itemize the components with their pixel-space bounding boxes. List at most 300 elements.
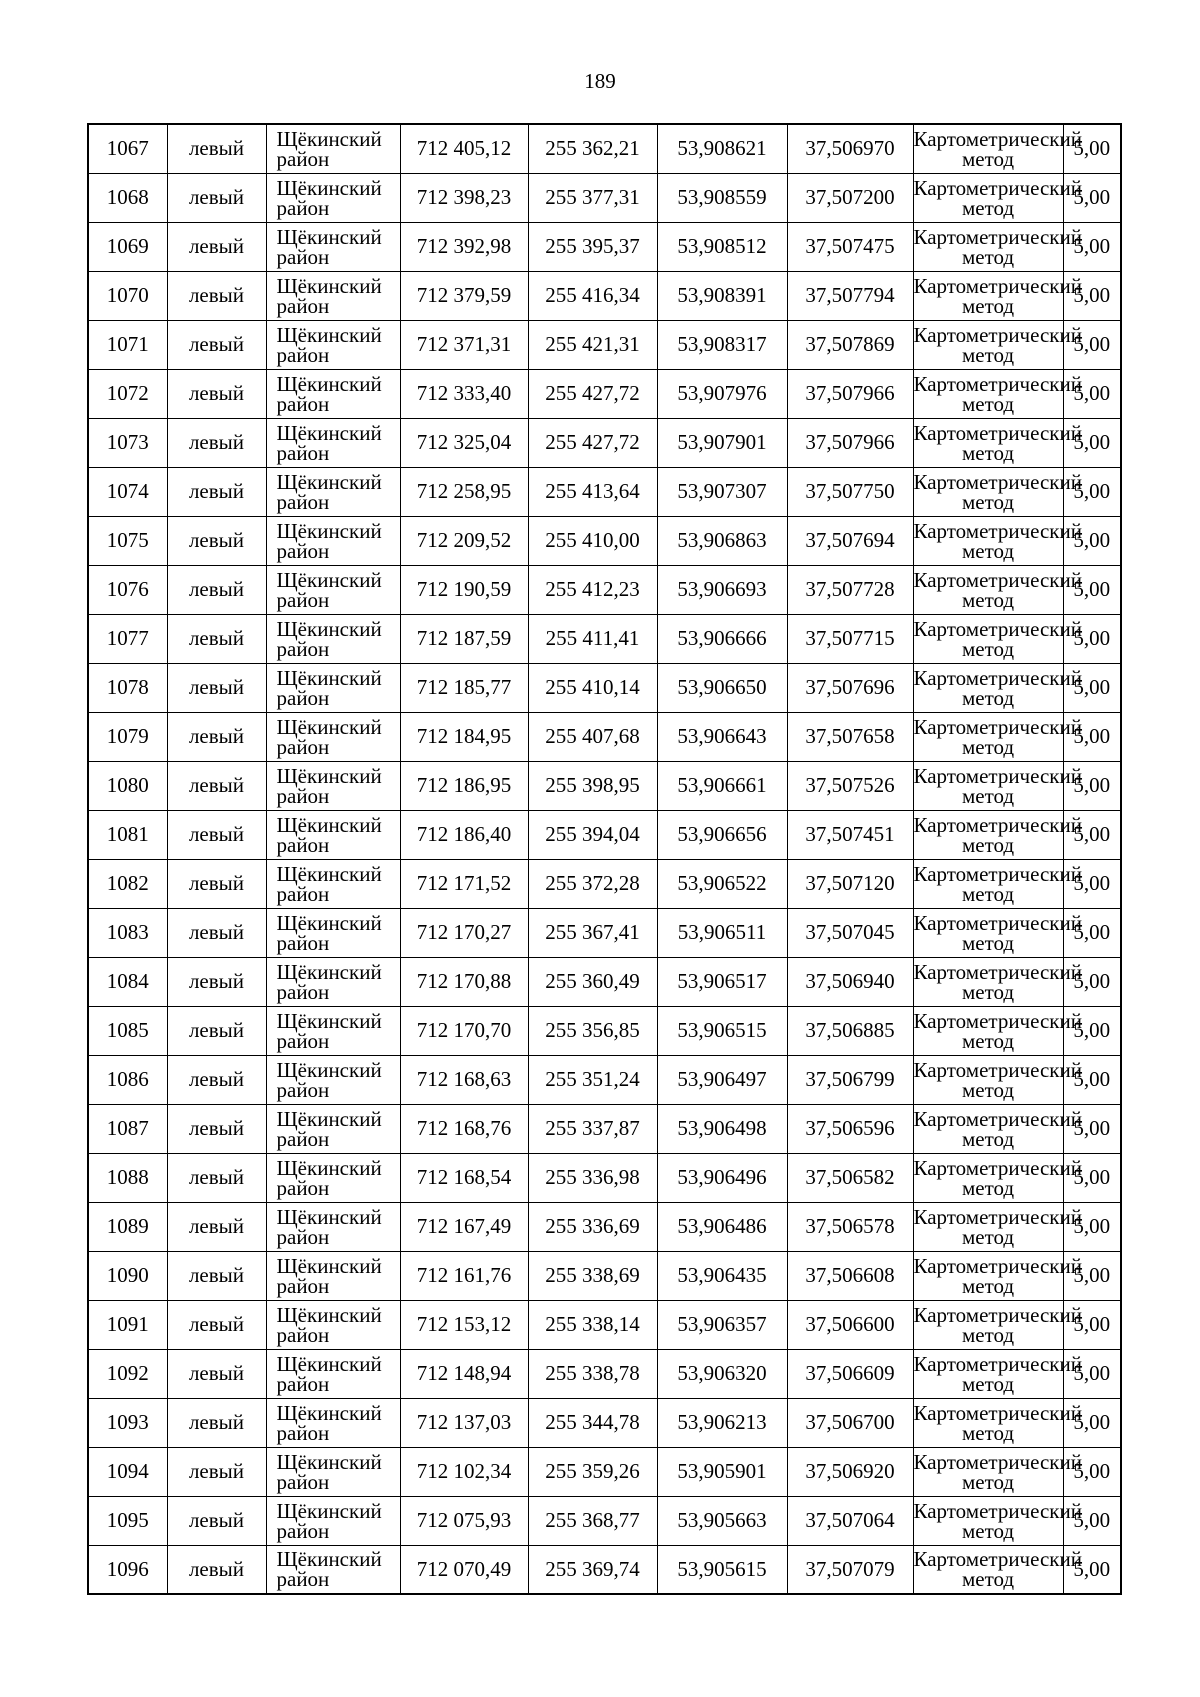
method-cell: Картометрический метод bbox=[913, 1496, 1063, 1545]
point-number-cell: 1080 bbox=[88, 761, 167, 810]
point-number-cell: 1072 bbox=[88, 369, 167, 418]
x-coordinate-cell: 712 379,59 bbox=[400, 271, 528, 320]
side-cell: левый bbox=[167, 1447, 266, 1496]
longitude-cell: 37,506920 bbox=[787, 1447, 913, 1496]
longitude-cell: 37,506608 bbox=[787, 1251, 913, 1300]
side-cell: левый bbox=[167, 565, 266, 614]
side-cell: левый bbox=[167, 1202, 266, 1251]
longitude-cell: 37,507869 bbox=[787, 320, 913, 369]
method-cell: Картометрический метод bbox=[913, 1055, 1063, 1104]
longitude-cell: 37,506940 bbox=[787, 957, 913, 1006]
y-coordinate-cell: 255 427,72 bbox=[528, 418, 657, 467]
district-cell: Щёкинский район bbox=[266, 1104, 400, 1153]
side-cell: левый bbox=[167, 1545, 266, 1594]
y-coordinate-cell: 255 360,49 bbox=[528, 957, 657, 1006]
side-cell: левый bbox=[167, 222, 266, 271]
table-row bbox=[88, 1545, 1121, 1594]
latitude-cell: 53,906496 bbox=[657, 1153, 787, 1202]
x-coordinate-cell: 712 405,12 bbox=[400, 124, 528, 173]
latitude-cell: 53,906435 bbox=[657, 1251, 787, 1300]
table-row bbox=[88, 1300, 1121, 1349]
latitude-cell: 53,907976 bbox=[657, 369, 787, 418]
side-cell: левый bbox=[167, 810, 266, 859]
table-row bbox=[88, 173, 1121, 222]
side-cell: левый bbox=[167, 516, 266, 565]
x-coordinate-cell: 712 325,04 bbox=[400, 418, 528, 467]
y-coordinate-cell: 255 367,41 bbox=[528, 908, 657, 957]
longitude-cell: 37,507658 bbox=[787, 712, 913, 761]
x-coordinate-cell: 712 137,03 bbox=[400, 1398, 528, 1447]
y-coordinate-cell: 255 356,85 bbox=[528, 1006, 657, 1055]
longitude-cell: 37,507451 bbox=[787, 810, 913, 859]
method-cell: Картометрический метод bbox=[913, 1349, 1063, 1398]
point-number-cell: 1079 bbox=[88, 712, 167, 761]
table-row bbox=[88, 271, 1121, 320]
accuracy-cell: 5,00 bbox=[1063, 1398, 1121, 1447]
y-coordinate-cell: 255 372,28 bbox=[528, 859, 657, 908]
table-row bbox=[88, 761, 1121, 810]
y-coordinate-cell: 255 427,72 bbox=[528, 369, 657, 418]
longitude-cell: 37,507696 bbox=[787, 663, 913, 712]
point-number-cell: 1082 bbox=[88, 859, 167, 908]
accuracy-cell: 5,00 bbox=[1063, 712, 1121, 761]
longitude-cell: 37,506700 bbox=[787, 1398, 913, 1447]
table-row bbox=[88, 1202, 1121, 1251]
longitude-cell: 37,507715 bbox=[787, 614, 913, 663]
accuracy-cell: 5,00 bbox=[1063, 173, 1121, 222]
y-coordinate-cell: 255 411,41 bbox=[528, 614, 657, 663]
longitude-cell: 37,507120 bbox=[787, 859, 913, 908]
table-row bbox=[88, 1398, 1121, 1447]
y-coordinate-cell: 255 338,14 bbox=[528, 1300, 657, 1349]
latitude-cell: 53,905663 bbox=[657, 1496, 787, 1545]
accuracy-cell: 5,00 bbox=[1063, 565, 1121, 614]
point-number-cell: 1081 bbox=[88, 810, 167, 859]
side-cell: левый bbox=[167, 908, 266, 957]
latitude-cell: 53,906357 bbox=[657, 1300, 787, 1349]
side-cell: левый bbox=[167, 1496, 266, 1545]
longitude-cell: 37,507526 bbox=[787, 761, 913, 810]
x-coordinate-cell: 712 392,98 bbox=[400, 222, 528, 271]
district-cell: Щёкинский район bbox=[266, 1055, 400, 1104]
x-coordinate-cell: 712 168,63 bbox=[400, 1055, 528, 1104]
longitude-cell: 37,507475 bbox=[787, 222, 913, 271]
district-cell: Щёкинский район bbox=[266, 565, 400, 614]
latitude-cell: 53,906498 bbox=[657, 1104, 787, 1153]
point-number-cell: 1084 bbox=[88, 957, 167, 1006]
side-cell: левый bbox=[167, 1006, 266, 1055]
latitude-cell: 53,906863 bbox=[657, 516, 787, 565]
x-coordinate-cell: 712 161,76 bbox=[400, 1251, 528, 1300]
x-coordinate-cell: 712 170,27 bbox=[400, 908, 528, 957]
method-cell: Картометрический метод bbox=[913, 1202, 1063, 1251]
longitude-cell: 37,507200 bbox=[787, 173, 913, 222]
coordinates-table bbox=[87, 123, 1122, 1595]
method-cell: Картометрический метод bbox=[913, 124, 1063, 173]
side-cell: левый bbox=[167, 1398, 266, 1447]
accuracy-cell: 5,00 bbox=[1063, 1104, 1121, 1153]
method-cell: Картометрический метод bbox=[913, 663, 1063, 712]
method-cell: Картометрический метод bbox=[913, 1006, 1063, 1055]
x-coordinate-cell: 712 170,70 bbox=[400, 1006, 528, 1055]
accuracy-cell: 5,00 bbox=[1063, 614, 1121, 663]
point-number-cell: 1076 bbox=[88, 565, 167, 614]
longitude-cell: 37,506799 bbox=[787, 1055, 913, 1104]
table-row bbox=[88, 1251, 1121, 1300]
accuracy-cell: 5,00 bbox=[1063, 1545, 1121, 1594]
point-number-cell: 1093 bbox=[88, 1398, 167, 1447]
side-cell: левый bbox=[167, 1153, 266, 1202]
point-number-cell: 1078 bbox=[88, 663, 167, 712]
x-coordinate-cell: 712 168,76 bbox=[400, 1104, 528, 1153]
method-cell: Картометрический метод bbox=[913, 908, 1063, 957]
accuracy-cell: 5,00 bbox=[1063, 369, 1121, 418]
accuracy-cell: 5,00 bbox=[1063, 1447, 1121, 1496]
point-number-cell: 1085 bbox=[88, 1006, 167, 1055]
y-coordinate-cell: 255 336,69 bbox=[528, 1202, 657, 1251]
side-cell: левый bbox=[167, 1055, 266, 1104]
table-row bbox=[88, 467, 1121, 516]
point-number-cell: 1091 bbox=[88, 1300, 167, 1349]
district-cell: Щёкинский район bbox=[266, 908, 400, 957]
latitude-cell: 53,908621 bbox=[657, 124, 787, 173]
accuracy-cell: 5,00 bbox=[1063, 1202, 1121, 1251]
y-coordinate-cell: 255 416,34 bbox=[528, 271, 657, 320]
x-coordinate-cell: 712 258,95 bbox=[400, 467, 528, 516]
x-coordinate-cell: 712 168,54 bbox=[400, 1153, 528, 1202]
point-number-cell: 1073 bbox=[88, 418, 167, 467]
point-number-cell: 1071 bbox=[88, 320, 167, 369]
method-cell: Картометрический метод bbox=[913, 1153, 1063, 1202]
district-cell: Щёкинский район bbox=[266, 1447, 400, 1496]
district-cell: Щёкинский район bbox=[266, 810, 400, 859]
x-coordinate-cell: 712 184,95 bbox=[400, 712, 528, 761]
point-number-cell: 1095 bbox=[88, 1496, 167, 1545]
district-cell: Щёкинский район bbox=[266, 1006, 400, 1055]
latitude-cell: 53,906517 bbox=[657, 957, 787, 1006]
latitude-cell: 53,906511 bbox=[657, 908, 787, 957]
side-cell: левый bbox=[167, 271, 266, 320]
y-coordinate-cell: 255 369,74 bbox=[528, 1545, 657, 1594]
x-coordinate-cell: 712 371,31 bbox=[400, 320, 528, 369]
accuracy-cell: 5,00 bbox=[1063, 418, 1121, 467]
point-number-cell: 1088 bbox=[88, 1153, 167, 1202]
point-number-cell: 1075 bbox=[88, 516, 167, 565]
method-cell: Картометрический метод bbox=[913, 957, 1063, 1006]
x-coordinate-cell: 712 070,49 bbox=[400, 1545, 528, 1594]
x-coordinate-cell: 712 153,12 bbox=[400, 1300, 528, 1349]
side-cell: левый bbox=[167, 124, 266, 173]
method-cell: Картометрический метод bbox=[913, 467, 1063, 516]
y-coordinate-cell: 255 337,87 bbox=[528, 1104, 657, 1153]
method-cell: Картометрический метод bbox=[913, 859, 1063, 908]
point-number-cell: 1089 bbox=[88, 1202, 167, 1251]
point-number-cell: 1067 bbox=[88, 124, 167, 173]
x-coordinate-cell: 712 148,94 bbox=[400, 1349, 528, 1398]
side-cell: левый bbox=[167, 467, 266, 516]
longitude-cell: 37,506885 bbox=[787, 1006, 913, 1055]
table-row bbox=[88, 1349, 1121, 1398]
district-cell: Щёкинский район bbox=[266, 124, 400, 173]
table-row bbox=[88, 810, 1121, 859]
latitude-cell: 53,907901 bbox=[657, 418, 787, 467]
y-coordinate-cell: 255 407,68 bbox=[528, 712, 657, 761]
accuracy-cell: 5,00 bbox=[1063, 859, 1121, 908]
y-coordinate-cell: 255 410,14 bbox=[528, 663, 657, 712]
x-coordinate-cell: 712 170,88 bbox=[400, 957, 528, 1006]
accuracy-cell: 5,00 bbox=[1063, 1055, 1121, 1104]
district-cell: Щёкинский район bbox=[266, 761, 400, 810]
y-coordinate-cell: 255 412,23 bbox=[528, 565, 657, 614]
y-coordinate-cell: 255 394,04 bbox=[528, 810, 657, 859]
y-coordinate-cell: 255 344,78 bbox=[528, 1398, 657, 1447]
table-row bbox=[88, 124, 1121, 173]
x-coordinate-cell: 712 398,23 bbox=[400, 173, 528, 222]
y-coordinate-cell: 255 377,31 bbox=[528, 173, 657, 222]
latitude-cell: 53,906650 bbox=[657, 663, 787, 712]
district-cell: Щёкинский район bbox=[266, 467, 400, 516]
district-cell: Щёкинский район bbox=[266, 173, 400, 222]
method-cell: Картометрический метод bbox=[913, 1104, 1063, 1153]
point-number-cell: 1094 bbox=[88, 1447, 167, 1496]
longitude-cell: 37,507794 bbox=[787, 271, 913, 320]
x-coordinate-cell: 712 186,40 bbox=[400, 810, 528, 859]
y-coordinate-cell: 255 368,77 bbox=[528, 1496, 657, 1545]
latitude-cell: 53,906213 bbox=[657, 1398, 787, 1447]
x-coordinate-cell: 712 171,52 bbox=[400, 859, 528, 908]
accuracy-cell: 5,00 bbox=[1063, 663, 1121, 712]
accuracy-cell: 5,00 bbox=[1063, 1300, 1121, 1349]
side-cell: левый bbox=[167, 320, 266, 369]
latitude-cell: 53,907307 bbox=[657, 467, 787, 516]
table-row bbox=[88, 663, 1121, 712]
accuracy-cell: 5,00 bbox=[1063, 222, 1121, 271]
longitude-cell: 37,506578 bbox=[787, 1202, 913, 1251]
x-coordinate-cell: 712 167,49 bbox=[400, 1202, 528, 1251]
y-coordinate-cell: 255 359,26 bbox=[528, 1447, 657, 1496]
point-number-cell: 1090 bbox=[88, 1251, 167, 1300]
district-cell: Щёкинский район bbox=[266, 516, 400, 565]
y-coordinate-cell: 255 362,21 bbox=[528, 124, 657, 173]
latitude-cell: 53,906661 bbox=[657, 761, 787, 810]
accuracy-cell: 5,00 bbox=[1063, 271, 1121, 320]
district-cell: Щёкинский район bbox=[266, 418, 400, 467]
method-cell: Картометрический метод bbox=[913, 810, 1063, 859]
accuracy-cell: 5,00 bbox=[1063, 810, 1121, 859]
latitude-cell: 53,906515 bbox=[657, 1006, 787, 1055]
method-cell: Картометрический метод bbox=[913, 1398, 1063, 1447]
longitude-cell: 37,506600 bbox=[787, 1300, 913, 1349]
district-cell: Щёкинский район bbox=[266, 320, 400, 369]
y-coordinate-cell: 255 338,69 bbox=[528, 1251, 657, 1300]
district-cell: Щёкинский район bbox=[266, 369, 400, 418]
table-row bbox=[88, 908, 1121, 957]
table-row bbox=[88, 1104, 1121, 1153]
x-coordinate-cell: 712 075,93 bbox=[400, 1496, 528, 1545]
side-cell: левый bbox=[167, 761, 266, 810]
point-number-cell: 1070 bbox=[88, 271, 167, 320]
method-cell: Картометрический метод bbox=[913, 418, 1063, 467]
latitude-cell: 53,906693 bbox=[657, 565, 787, 614]
side-cell: левый bbox=[167, 369, 266, 418]
latitude-cell: 53,908317 bbox=[657, 320, 787, 369]
point-number-cell: 1074 bbox=[88, 467, 167, 516]
table-row bbox=[88, 565, 1121, 614]
table-row bbox=[88, 614, 1121, 663]
y-coordinate-cell: 255 395,37 bbox=[528, 222, 657, 271]
side-cell: левый bbox=[167, 1300, 266, 1349]
accuracy-cell: 5,00 bbox=[1063, 761, 1121, 810]
y-coordinate-cell: 255 338,78 bbox=[528, 1349, 657, 1398]
method-cell: Картометрический метод bbox=[913, 320, 1063, 369]
point-number-cell: 1077 bbox=[88, 614, 167, 663]
point-number-cell: 1069 bbox=[88, 222, 167, 271]
latitude-cell: 53,908512 bbox=[657, 222, 787, 271]
side-cell: левый bbox=[167, 1349, 266, 1398]
longitude-cell: 37,507966 bbox=[787, 418, 913, 467]
point-number-cell: 1068 bbox=[88, 173, 167, 222]
district-cell: Щёкинский район bbox=[266, 1349, 400, 1398]
district-cell: Щёкинский район bbox=[266, 712, 400, 761]
latitude-cell: 53,906497 bbox=[657, 1055, 787, 1104]
table-row bbox=[88, 1006, 1121, 1055]
district-cell: Щёкинский район bbox=[266, 614, 400, 663]
table-row bbox=[88, 516, 1121, 565]
side-cell: левый bbox=[167, 418, 266, 467]
point-number-cell: 1092 bbox=[88, 1349, 167, 1398]
latitude-cell: 53,906656 bbox=[657, 810, 787, 859]
latitude-cell: 53,905615 bbox=[657, 1545, 787, 1594]
method-cell: Картометрический метод bbox=[913, 1545, 1063, 1594]
page-number: 189 bbox=[584, 69, 616, 93]
table-row bbox=[88, 957, 1121, 1006]
table-row bbox=[88, 1496, 1121, 1545]
method-cell: Картометрический метод bbox=[913, 1447, 1063, 1496]
accuracy-cell: 5,00 bbox=[1063, 1349, 1121, 1398]
table-row bbox=[88, 1447, 1121, 1496]
district-cell: Щёкинский район bbox=[266, 859, 400, 908]
x-coordinate-cell: 712 209,52 bbox=[400, 516, 528, 565]
longitude-cell: 37,507079 bbox=[787, 1545, 913, 1594]
y-coordinate-cell: 255 398,95 bbox=[528, 761, 657, 810]
latitude-cell: 53,908391 bbox=[657, 271, 787, 320]
district-cell: Щёкинский район bbox=[266, 1202, 400, 1251]
point-number-cell: 1086 bbox=[88, 1055, 167, 1104]
table-row bbox=[88, 712, 1121, 761]
longitude-cell: 37,507064 bbox=[787, 1496, 913, 1545]
district-cell: Щёкинский район bbox=[266, 222, 400, 271]
side-cell: левый bbox=[167, 173, 266, 222]
longitude-cell: 37,507750 bbox=[787, 467, 913, 516]
method-cell: Картометрический метод bbox=[913, 1251, 1063, 1300]
point-number-cell: 1096 bbox=[88, 1545, 167, 1594]
longitude-cell: 37,507728 bbox=[787, 565, 913, 614]
method-cell: Картометрический метод bbox=[913, 1300, 1063, 1349]
method-cell: Картометрический метод bbox=[913, 369, 1063, 418]
y-coordinate-cell: 255 336,98 bbox=[528, 1153, 657, 1202]
table-row bbox=[88, 369, 1121, 418]
side-cell: левый bbox=[167, 663, 266, 712]
x-coordinate-cell: 712 186,95 bbox=[400, 761, 528, 810]
district-cell: Щёкинский район bbox=[266, 1545, 400, 1594]
table-row bbox=[88, 222, 1121, 271]
accuracy-cell: 5,00 bbox=[1063, 320, 1121, 369]
table-row bbox=[88, 418, 1121, 467]
accuracy-cell: 5,00 bbox=[1063, 124, 1121, 173]
side-cell: левый bbox=[167, 614, 266, 663]
longitude-cell: 37,506609 bbox=[787, 1349, 913, 1398]
accuracy-cell: 5,00 bbox=[1063, 957, 1121, 1006]
latitude-cell: 53,908559 bbox=[657, 173, 787, 222]
district-cell: Щёкинский район bbox=[266, 1398, 400, 1447]
longitude-cell: 37,507694 bbox=[787, 516, 913, 565]
district-cell: Щёкинский район bbox=[266, 1496, 400, 1545]
side-cell: левый bbox=[167, 712, 266, 761]
table-row bbox=[88, 859, 1121, 908]
district-cell: Щёкинский район bbox=[266, 663, 400, 712]
method-cell: Картометрический метод bbox=[913, 271, 1063, 320]
accuracy-cell: 5,00 bbox=[1063, 1251, 1121, 1300]
accuracy-cell: 5,00 bbox=[1063, 1153, 1121, 1202]
method-cell: Картометрический метод bbox=[913, 565, 1063, 614]
longitude-cell: 37,507045 bbox=[787, 908, 913, 957]
latitude-cell: 53,906522 bbox=[657, 859, 787, 908]
latitude-cell: 53,906320 bbox=[657, 1349, 787, 1398]
district-cell: Щёкинский район bbox=[266, 271, 400, 320]
y-coordinate-cell: 255 421,31 bbox=[528, 320, 657, 369]
point-number-cell: 1083 bbox=[88, 908, 167, 957]
longitude-cell: 37,506582 bbox=[787, 1153, 913, 1202]
side-cell: левый bbox=[167, 1251, 266, 1300]
accuracy-cell: 5,00 bbox=[1063, 1496, 1121, 1545]
latitude-cell: 53,906666 bbox=[657, 614, 787, 663]
district-cell: Щёкинский район bbox=[266, 957, 400, 1006]
longitude-cell: 37,507966 bbox=[787, 369, 913, 418]
latitude-cell: 53,906643 bbox=[657, 712, 787, 761]
method-cell: Картометрический метод bbox=[913, 614, 1063, 663]
latitude-cell: 53,906486 bbox=[657, 1202, 787, 1251]
y-coordinate-cell: 255 410,00 bbox=[528, 516, 657, 565]
latitude-cell: 53,905901 bbox=[657, 1447, 787, 1496]
method-cell: Картометрический метод bbox=[913, 173, 1063, 222]
accuracy-cell: 5,00 bbox=[1063, 467, 1121, 516]
longitude-cell: 37,506970 bbox=[787, 124, 913, 173]
x-coordinate-cell: 712 102,34 bbox=[400, 1447, 528, 1496]
x-coordinate-cell: 712 333,40 bbox=[400, 369, 528, 418]
side-cell: левый bbox=[167, 957, 266, 1006]
district-cell: Щёкинский район bbox=[266, 1251, 400, 1300]
table-body bbox=[88, 124, 1121, 1594]
district-cell: Щёкинский район bbox=[266, 1300, 400, 1349]
accuracy-cell: 5,00 bbox=[1063, 908, 1121, 957]
table-row bbox=[88, 1153, 1121, 1202]
y-coordinate-cell: 255 351,24 bbox=[528, 1055, 657, 1104]
longitude-cell: 37,506596 bbox=[787, 1104, 913, 1153]
district-cell: Щёкинский район bbox=[266, 1153, 400, 1202]
method-cell: Картометрический метод bbox=[913, 222, 1063, 271]
x-coordinate-cell: 712 190,59 bbox=[400, 565, 528, 614]
side-cell: левый bbox=[167, 859, 266, 908]
method-cell: Картометрический метод bbox=[913, 516, 1063, 565]
accuracy-cell: 5,00 bbox=[1063, 516, 1121, 565]
table-row bbox=[88, 1055, 1121, 1104]
method-cell: Картометрический метод bbox=[913, 761, 1063, 810]
y-coordinate-cell: 255 413,64 bbox=[528, 467, 657, 516]
accuracy-cell: 5,00 bbox=[1063, 1006, 1121, 1055]
x-coordinate-cell: 712 187,59 bbox=[400, 614, 528, 663]
x-coordinate-cell: 712 185,77 bbox=[400, 663, 528, 712]
method-cell: Картометрический метод bbox=[913, 712, 1063, 761]
